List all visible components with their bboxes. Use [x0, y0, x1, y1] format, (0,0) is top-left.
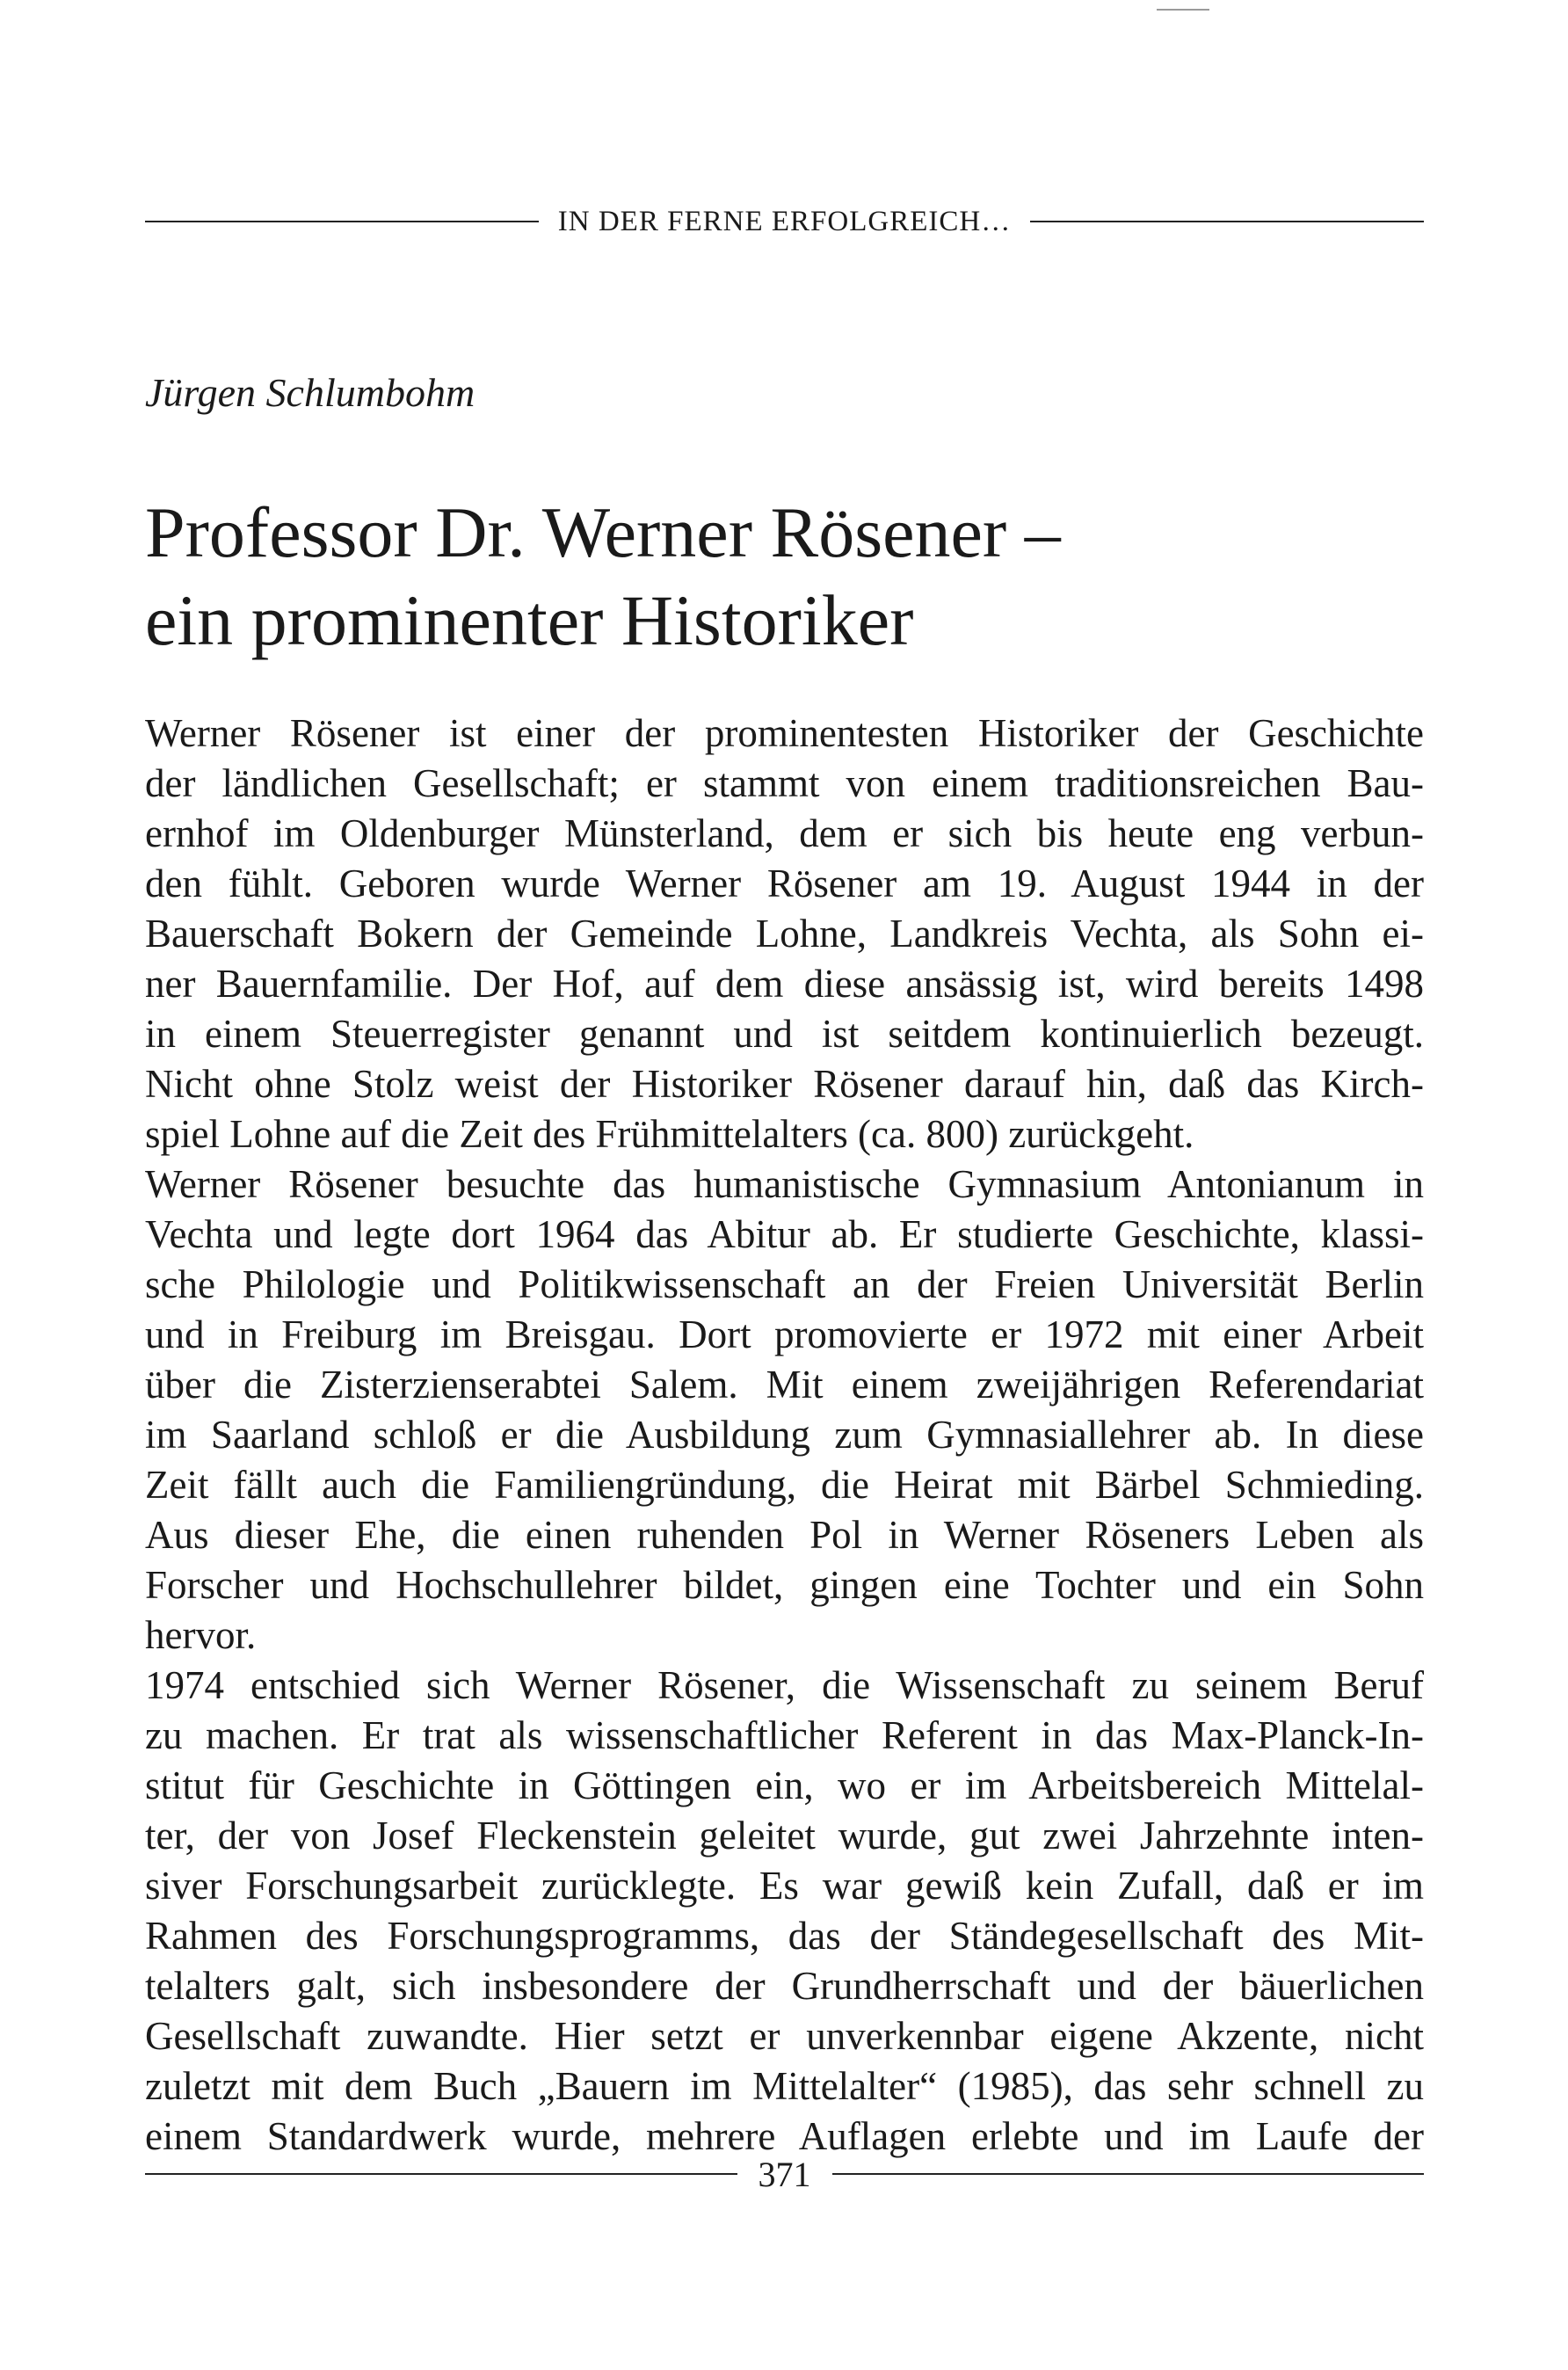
- running-head: [145, 204, 1424, 239]
- body-line: Gesellschaft zuwandte. Hier setzt er unverkennbar eigene Akzente, nicht: [145, 2014, 1424, 2058]
- body-line: Rahmen des Forschungsprogramms, das der Ständegesellschaft des Mit-: [145, 1914, 1424, 1958]
- body-line: hervor.: [145, 1613, 257, 1657]
- title-line: Professor Dr. Werner Rösener –: [145, 492, 1061, 572]
- body-line: 1974 entschied sich Werner Rösener, die Wissenschaft zu seinem Beruf: [145, 1663, 1424, 1707]
- body-line: ner Bauernfamilie. Der Hof, auf dem diese ansässig ist, wird bereits 1498: [145, 962, 1424, 1006]
- body-text: [145, 709, 1424, 2162]
- footer-rule-left: [145, 2173, 737, 2175]
- body-line: und in Freiburg im Breisgau. Dort promovierte er 1972 mit einer Arbeit: [145, 1312, 1424, 1356]
- body-line: in einem Steuerregister genannt und ist seitdem kontinuierlich bezeugt.: [145, 1012, 1424, 1056]
- body-line: im Saarland schloß er die Ausbildung zum Gymnasiallehrer ab. In diese: [145, 1413, 1424, 1457]
- body-line: zuletzt mit dem Buch „Bauern im Mittelalter“ (1985), das sehr schnell zu: [145, 2064, 1424, 2108]
- body-line: einem Standardwerk wurde, mehrere Auflagen erlebte und im Laufe der: [145, 2114, 1424, 2158]
- running-head-rule-right: [1030, 221, 1424, 222]
- body-line: Werner Rösener besuchte das humanistische Gymnasium Antonianum in: [145, 1162, 1424, 1206]
- body-line: spiel Lohne auf die Zeit des Frühmittelalters (ca. 800) zurückgeht.: [145, 1112, 1194, 1156]
- body-line: Zeit fällt auch die Familiengründung, die Heirat mit Bärbel Schmieding.: [145, 1463, 1424, 1507]
- body-line: ter, der von Josef Fleckenstein geleitet wurde, gut zwei Jahrzehnte inten-: [145, 1814, 1424, 1857]
- body-line: den fühlt. Geboren wurde Werner Rösener am 19. August 1944 in der: [145, 861, 1424, 905]
- body-line: Bauerschaft Bokern der Gemeinde Lohne, Landkreis Vechta, als Sohn ei-: [145, 912, 1424, 956]
- title-line: ein prominenter Historiker: [145, 580, 914, 660]
- running-head-text: IN DER FERNE ERFOLGREICH…: [557, 205, 1012, 237]
- body-line: Forscher und Hochschullehrer bildet, gingen eine Tochter und ein Sohn: [145, 1563, 1424, 1607]
- page-footer: [145, 2152, 1424, 2196]
- body-line: ernhof im Oldenburger Münsterland, dem er sich bis heute eng verbun-: [145, 811, 1424, 855]
- body-line: siver Forschungsarbeit zurücklegte. Es war gewiß kein Zufall, daß er im: [145, 1864, 1424, 1908]
- page-number: 371: [758, 2154, 811, 2194]
- body-line: Aus dieser Ehe, die einen ruhenden Pol in Werner Röseners Leben als: [145, 1513, 1424, 1557]
- body-line: Vechta und legte dort 1964 das Abitur ab. Er studierte Geschichte, klassi-: [145, 1212, 1424, 1256]
- body-line: sche Philologie und Politikwissenschaft an der Freien Universität Berlin: [145, 1262, 1424, 1306]
- article-title: [145, 489, 1463, 665]
- author-name: Jürgen Schlumbohm: [145, 370, 475, 415]
- body-line: über die Zisterzienserabtei Salem. Mit einem zweijährigen Referendariat: [145, 1363, 1424, 1407]
- footer-rule-right: [832, 2173, 1425, 2175]
- top-edge-mark: [1157, 9, 1209, 11]
- body-line: Nicht ohne Stolz weist der Historiker Rösener darauf hin, daß das Kirch-: [145, 1062, 1424, 1106]
- body-line: Werner Rösener ist einer der prominentesten Historiker der Geschichte: [145, 711, 1424, 755]
- body-line: telalters galt, sich insbesondere der Grundherrschaft und der bäuerlichen: [145, 1964, 1424, 2008]
- body-line: stitut für Geschichte in Göttingen ein, wo er im Arbeitsbereich Mittelal-: [145, 1763, 1424, 1807]
- body-line: der ländlichen Gesellschaft; er stammt von einem traditionsreichen Bau-: [145, 761, 1424, 805]
- running-head-rule-left: [145, 221, 539, 222]
- body-line: zu machen. Er trat als wissenschaftlicher Referent in das Max-Planck-In-: [145, 1713, 1424, 1757]
